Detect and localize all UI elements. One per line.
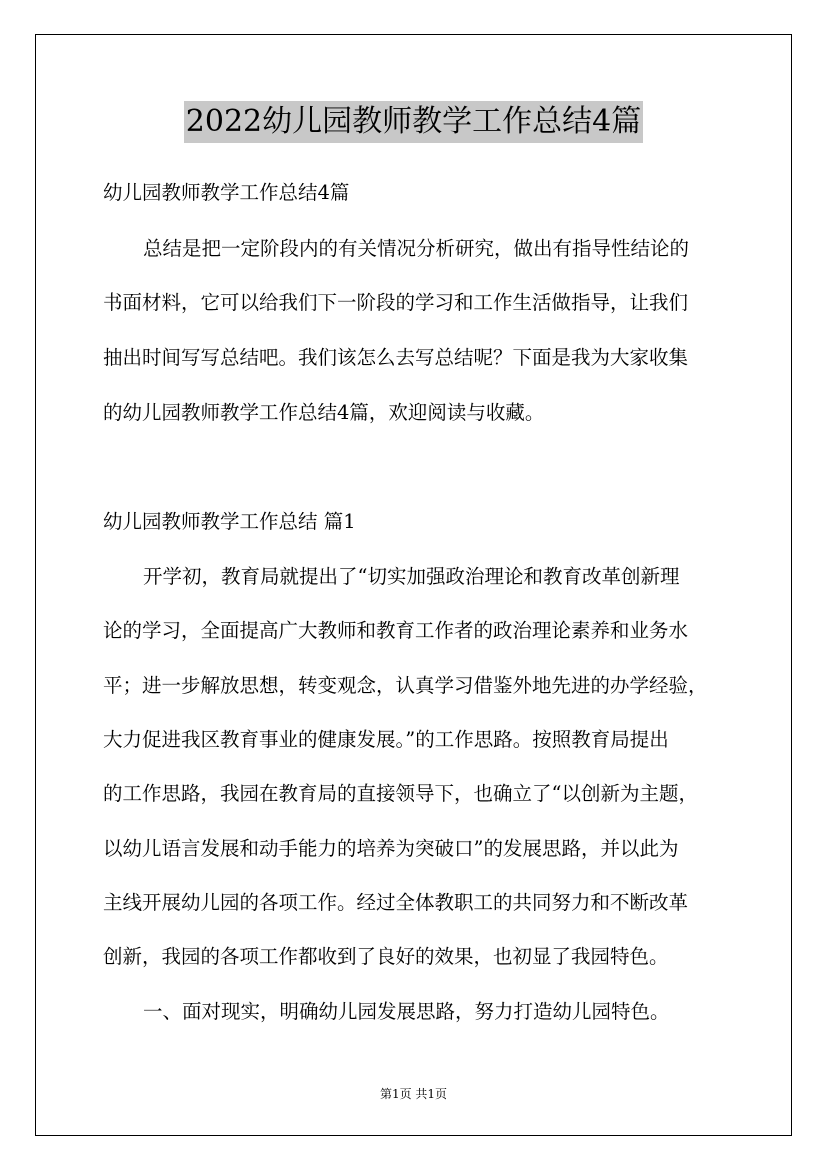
paragraph-line: 的幼儿园教师教学工作总结4篇，欢迎阅读与收藏。	[103, 401, 545, 424]
page-footer: 第1页 共1页	[379, 1087, 448, 1101]
paragraph-line: 书面材料，它可以给我们下一阶段的学习和工作生活做指导，让我们	[103, 291, 689, 314]
paragraph-line: 抽出时间写写总结吧。我们该怎么去写总结呢？下面是我为大家收集	[103, 346, 689, 369]
paragraph-line: 开学初，教育局就提出了“切实加强政治理论和教育改革创新理	[143, 565, 680, 588]
section-heading: 幼儿园教师教学工作总结 篇1	[103, 510, 356, 533]
paragraph-line: 大力促进我区教育事业的健康发展。”的工作思路。按照教育局提出	[103, 728, 669, 751]
paragraph-line: 总结是把一定阶段内的有关情况分析研究，做出有指导性结论的	[143, 237, 690, 260]
paragraph-line: 的工作思路，我园在教育局的直接领导下，也确立了“以创新为主题，	[103, 782, 698, 805]
subtitle-line: 幼儿园教师教学工作总结4篇	[103, 181, 350, 204]
paragraph-line: 一、面对现实，明确幼儿园发展思路，努力打造幼儿园特色。	[143, 1000, 670, 1023]
title-block	[0, 101, 827, 143]
paragraph-line: 论的学习，全面提高广大教师和教育工作者的政治理论素养和业务水	[103, 619, 689, 642]
paragraph-line: 主线开展幼儿园的各项工作。经过全体教职工的共同努力和不断改革	[103, 891, 689, 914]
paragraph-line: 平；进一步解放思想，转变观念，认真学习借鉴外地先进的办学经验，	[103, 674, 708, 697]
paragraph-line: 以幼儿语言发展和动手能力的培养为突破口”的发展思路，并以此为	[103, 837, 679, 860]
document-title: 2022幼儿园教师教学工作总结4篇	[184, 101, 643, 143]
paragraph-line: 创新，我园的各项工作都收到了良好的效果，也初显了我园特色。	[103, 945, 669, 968]
